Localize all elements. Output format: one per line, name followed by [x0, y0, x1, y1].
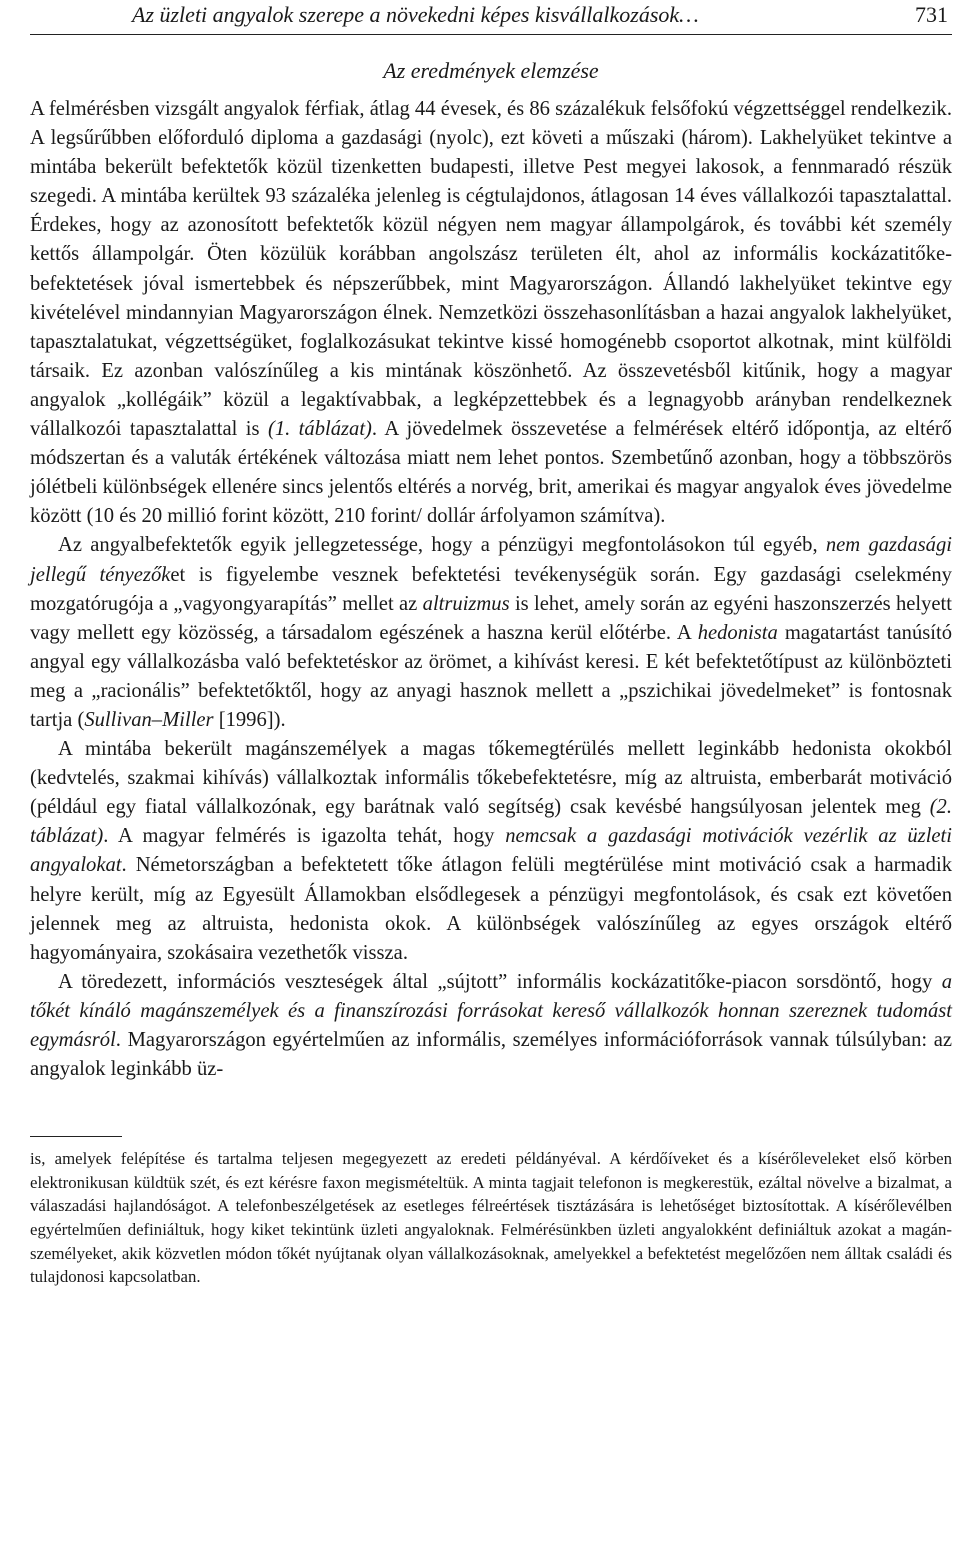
footnote — [30, 1147, 952, 1289]
paragraph — [30, 531, 952, 735]
text-run: A felmérésben vizsgált angyalok férfiak, átlag 44 évesek, és 86 százalékuk felsőfokú végzettséggel rendelkezik. A legsűrűbben előforduló diploma a gazdasági (nyolc), ezt követi a műszaki (három). Lakhelyüket tekintve a mintába bekerült befektetők közül tizenketten budapesti, illetve Pest megyei lakosok, a fennmaradó részük szegedi. A mintába kerültek 93 százaléka jelenleg is cégtulajdonos, átlagosan 14 éves vállalkozói tapasztalattal. Érdekes, hogy az azonosított befektetők közül négyen nem magyar állampolgárok, és további két személy kettős állampolgár. Öten közülük korábban angolszász területen élt, ahol az informális kockázatitőke-befektetések jóval ismertebbek és népszerűbbek, mint Magyarországon. Állandó lakhelyüket tekintve egy kivételével mindannyian Magyarországon élnek. Nemzetközi összehasonlításban a hazai angyalok lakhelyüket, tapasztalatukat, végzettségüket, foglalkozásukat tekintve kissé homogénebb csoportot alkotnak, mint külföldi társaik. Ez azonban valószínűleg a kis mintának köszönhető. Az összevetésből kitűnik, hogy a magyar angyalok „kollégáik” közül a legaktívabbak, a legképzettebbek és a legnagyobb arányban rendelkeznek vállalkozói tapasztalattal is — [30, 98, 952, 441]
paragraph — [30, 968, 952, 1084]
text-run: . A jövedelmek összevetése a felmérések eltérő időpontja, az eltérő módszertan és a valuták értékének változása miatt nem lehet pontos. Szembetűnő azonban, hogy a többszörös jólétbeli különbségek ellenére sincs jelentős eltérés a norvég, brit, amerikai és magyar angyalok éves jövedelme között (10 és 20 millió forint között, 210 forint/ dollár árfolyamon számítva). — [30, 418, 952, 528]
italic-run: altruizmus — [422, 592, 510, 615]
journal-page — [30, 0, 952, 1289]
text-run: et is figyelembe vesznek befektetési tevékenységük során. Egy gazdasági cselekmény mozgatórugója a „vagyongyarapítás” mellet az — [30, 563, 952, 615]
italic-run: nemcsak a gazdasági motivációk vezérlik az üzleti angyalokat — [30, 825, 952, 877]
section-heading: Az eredmények elemzése — [383, 58, 599, 83]
text-run: is lehet, amely során az egyéni haszonszerzés helyett vagy mellett egy közösség, a társadalom egészének a haszna kerül előtérbe. A — [30, 592, 952, 644]
text-run: . A magyar felmérés is igazolta tehát, hogy — [103, 825, 506, 848]
text-run: . Németországban a befektetett tőke átlagon felüli megtérülése mint motiváció csak a harmadik helyre került, míg az Egyesült Államokban elsődlegesek a pénzügyi megfontolások, és csak ezt követően jelennek meg az altruista, hedonista okok. A különbségek valószínűleg az egyes országok eltérő hagyományaira, szokásaira vezethetők vissza. — [30, 854, 952, 964]
paragraph — [30, 735, 952, 968]
running-title: Az üzleti angyalok szerepe a növekedni képes kisvállalkozások… — [132, 2, 699, 27]
italic-run: hedonista — [697, 621, 778, 644]
running-header — [30, 0, 952, 35]
text-run: [1996]). — [213, 708, 286, 731]
footnote-separator — [30, 1136, 122, 1137]
body-text — [30, 95, 952, 1084]
text-run: A töredezett, információs veszteségek által „sújtott” informális kockázatitőke-piacon sorsdöntő, hogy — [58, 970, 942, 993]
paragraph — [30, 95, 952, 531]
italic-run: a tőkét kínáló magánszemélyek és a finanszírozási forrásokat kereső vállalkozók honnan szereznek tudomást egymásról — [30, 970, 952, 1051]
text-run: . Magyarországon egyértelműen az informális, személyes információforrások vannak túlsúlyban: az angyalok leginkább üz- — [30, 1029, 952, 1081]
text-run: A mintába bekerült magánszemélyek a magas tőkemegtérülés mellett leginkább hedonista okokból (kedvtelés, szakmai kihívás) vállalkoztak informális tőkebefektetésre, míg az altruista, emberbarát motiváció (például egy fiatal vállalkozónak, egy barátnak való segítség) csak kevésbé hangsúlyosan jelentek meg — [30, 738, 952, 819]
footnote-text: is, amelyek felépítése és tartalma teljesen megegyezett az eredeti példányéval. A kérdőíveket és a kísérőleveleket első körben elektronikusan küldtük szét, és ezt kérésre faxon megismételtük. A minta tagjait telefonon is megkerestük, ezáltal növelve a bizalmat, a válaszadási hajlandóságot. A telefonbeszélgetések az esetleges félreértések tisztázására is lehetőséget biztosítottak. A kísérőlevélben egyértelműen definiáltuk, hogy kiket tekintünk üzleti angyaloknak. Felmérésünkben üzleti angyalokként definiáltuk azokat a magánszemélyeket, akik közvetlen módon tőkét nyújtanak olyan vállalkozásoknak, amelyekkel a befektetést megelőzően nem álltak családi és tulajdonosi kapcsolatban. — [30, 1149, 952, 1287]
italic-run: (2. táblázat) — [30, 796, 952, 848]
text-run: Az angyalbefektetők egyik jellegzetessége, hogy a pénzügyi megfontolásokon túl egyéb, — [58, 534, 826, 557]
text-run: magatartást tanúsító angyal egy vállalkozásba való befektetéskor az örömet, a kihívást keresi. E két befektetőtípust az különbözteti meg a „racionális” befektetőktől, hogy az anyagi hasznok mellett a „pszichikai jövedelmeket” is fontosnak tartja ( — [30, 621, 952, 731]
italic-run: nem gazdasági jellegű tényezők — [30, 534, 952, 586]
italic-run: (1. táblázat) — [267, 418, 372, 441]
page-number: 731 — [915, 2, 948, 27]
italic-run: Sullivan–Miller — [84, 708, 214, 731]
